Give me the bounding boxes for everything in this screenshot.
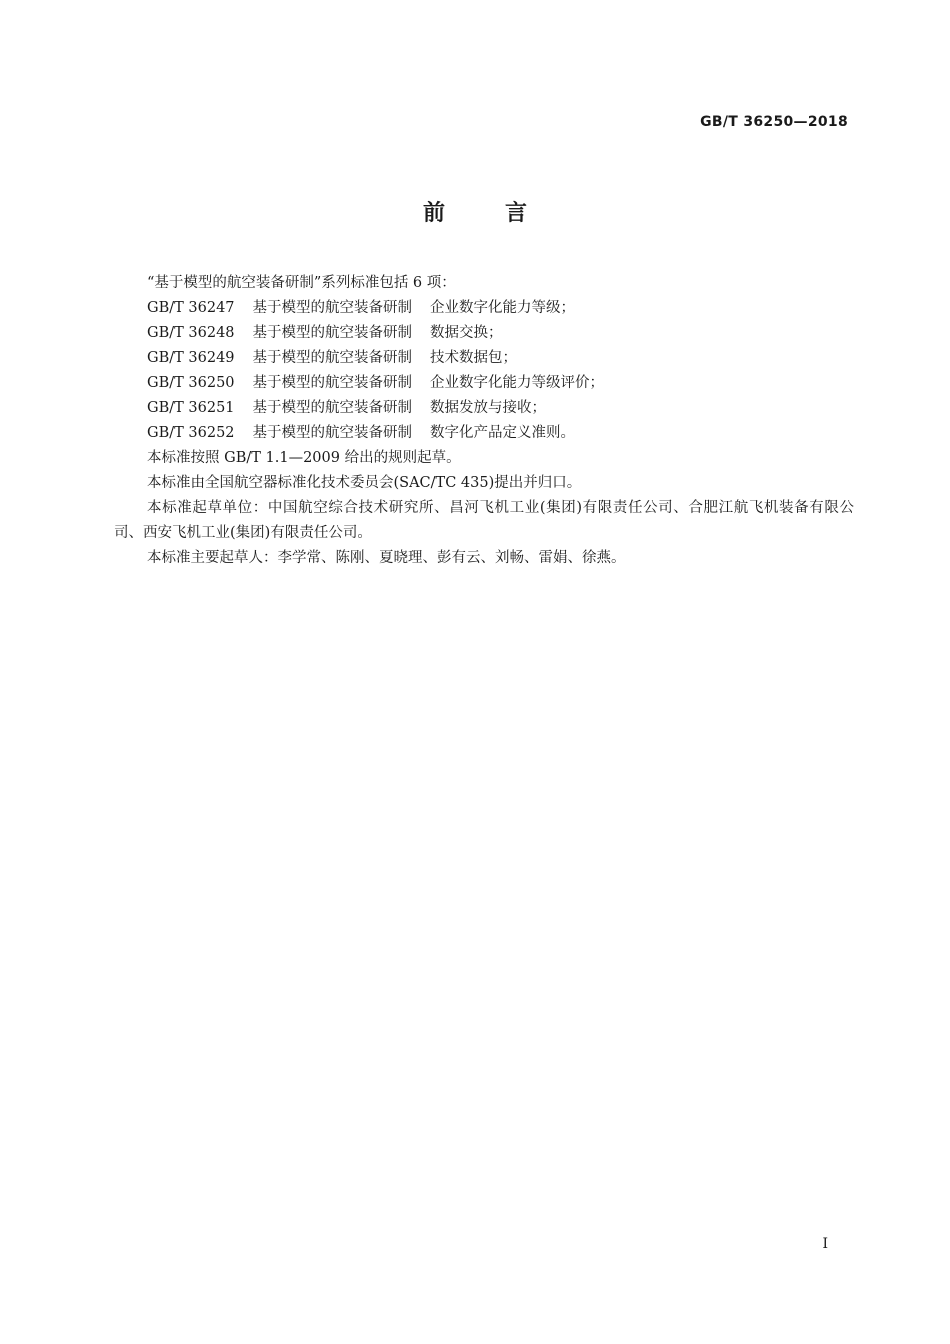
standard-item [114, 371, 854, 396]
standard-name: 企业数字化能力等级； [430, 300, 576, 316]
page-title: 前言 [422, 201, 587, 226]
standard-series: 基于模型的航空装备研制 [252, 425, 413, 441]
standard-series: 基于模型的航空装备研制 [252, 400, 413, 416]
standard-code-label: GB/T 36250 [147, 375, 235, 391]
standard-code: GB/T 36250—2018 [700, 114, 848, 130]
standard-name: 数字化产品定义准则。 [430, 425, 576, 441]
standard-code-label: GB/T 36247 [147, 300, 235, 316]
drafting-rule-paragraph: 本标准按照 GB/T 1.1—2009 给出的规则起草。 [147, 450, 461, 466]
intro-paragraph: “基于模型的航空装备研制”系列标准包括 6 项： [147, 275, 456, 291]
standard-item [114, 396, 854, 421]
standard-code-label: GB/T 36248 [147, 325, 235, 341]
standard-name: 数据交换； [430, 325, 503, 341]
standard-item [114, 421, 854, 446]
standard-series: 基于模型的航空装备研制 [252, 300, 413, 316]
standard-code-label: GB/T 36249 [147, 350, 235, 366]
standard-item [114, 346, 854, 371]
standard-series: 基于模型的航空装备研制 [252, 325, 413, 341]
proposer-paragraph: 本标准由全国航空器标准化技术委员会(SAC/TC 435)提出并归口。 [147, 475, 582, 491]
standard-name: 技术数据包； [430, 350, 518, 366]
standard-code-label: GB/T 36252 [147, 425, 235, 441]
foreword-body [114, 271, 854, 571]
standard-series: 基于模型的航空装备研制 [252, 350, 413, 366]
standard-code-label: GB/T 36251 [147, 400, 235, 416]
page-number: I [822, 1236, 828, 1252]
drafting-units-paragraph: 本标准起草单位：中国航空综合技术研究所、昌河飞机工业(集团)有限责任公司、合肥江航飞机装备有限公司、西安飞机工业(集团)有限责任公司。 [114, 500, 854, 541]
standard-series: 基于模型的航空装备研制 [252, 375, 413, 391]
standard-item [114, 296, 854, 321]
standard-item [114, 321, 854, 346]
standard-name: 数据发放与接收； [430, 400, 547, 416]
standard-name: 企业数字化能力等级评价； [430, 375, 605, 391]
drafters-paragraph: 本标准主要起草人：李学常、陈刚、夏晓理、彭有云、刘畅、雷娟、徐燕。 [147, 550, 626, 566]
